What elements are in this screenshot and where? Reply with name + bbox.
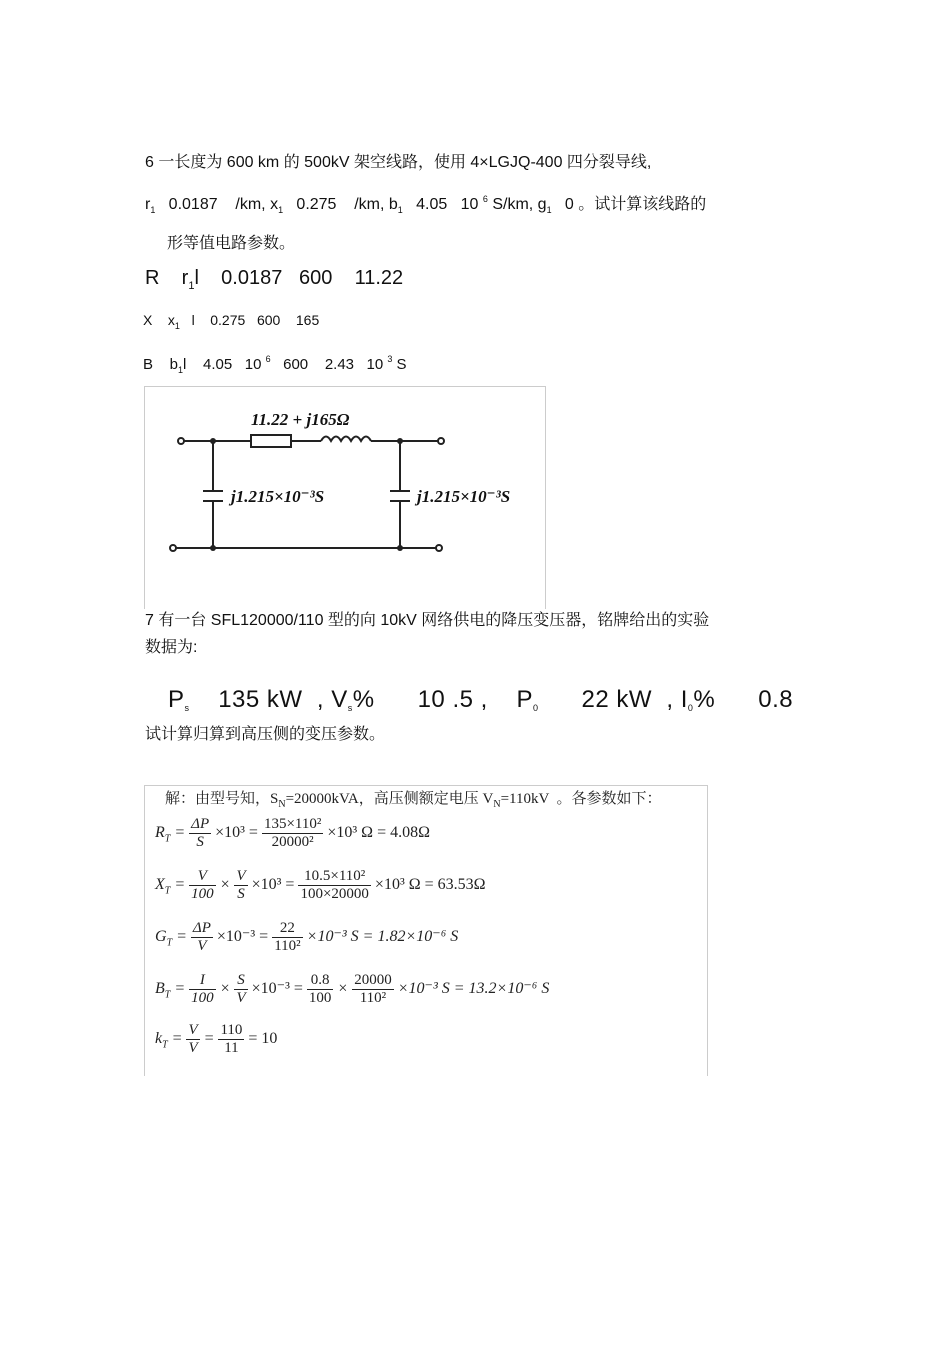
- denominator: 110²: [274, 938, 301, 954]
- subscript: T: [164, 989, 171, 1001]
- terminal-bottom-left: [170, 545, 176, 551]
- shunt-admittance-left-label: j1.215×10⁻³S: [231, 487, 325, 506]
- subscript: s: [184, 703, 190, 713]
- text: 解：由型号知，S: [165, 791, 279, 807]
- symbol: B: [155, 980, 165, 998]
- numerator: 110: [220, 1022, 243, 1038]
- text: % 0.8: [693, 686, 794, 713]
- numerator: ΔP: [192, 920, 211, 936]
- numerator: [189, 816, 211, 834]
- subscript: T: [162, 1039, 168, 1051]
- subscript: 1: [178, 365, 184, 375]
- text: =110kV 。各参数如下：: [500, 791, 662, 807]
- numerator: 0.8: [307, 972, 334, 990]
- numerator: S: [234, 972, 247, 990]
- problem7-line2: 数据为:: [145, 639, 198, 656]
- text: 0.275 /km, b: [283, 196, 398, 213]
- subscript: 1: [397, 205, 403, 215]
- B-equation: [143, 354, 407, 375]
- text: 135 kW , V: [189, 686, 348, 713]
- transformer-test-data: [168, 688, 793, 712]
- text: X x: [143, 312, 175, 328]
- subscript: T: [164, 833, 171, 845]
- numerator: V: [188, 1022, 198, 1038]
- superscript: 6: [482, 194, 488, 204]
- text: 4.05 10: [402, 196, 483, 213]
- text: ×10⁻³ =: [216, 928, 269, 946]
- fraction: [189, 972, 216, 1007]
- text: ΔP: [191, 816, 210, 832]
- problem6-line3: 形等值电路参数。: [167, 235, 296, 252]
- subscript: N: [278, 799, 286, 810]
- denominator: 100: [308, 990, 332, 1006]
- text: l 0.0187 600 11.22: [194, 267, 404, 289]
- text: ×10³ Ω = 4.08Ω: [327, 824, 430, 842]
- fraction: [186, 1022, 199, 1057]
- solution-intro: [165, 792, 662, 810]
- fraction: [191, 920, 213, 955]
- numerator: 135×110²: [263, 816, 322, 832]
- subscript: 1: [188, 280, 195, 292]
- fraction: [298, 868, 370, 903]
- subscript: T: [164, 885, 171, 897]
- text: B b: [143, 356, 179, 373]
- symbol: k: [155, 1030, 163, 1048]
- text: 22 kW , I: [538, 686, 688, 713]
- subscript: 1: [174, 321, 180, 331]
- terminal-bottom-right: [436, 545, 442, 551]
- text: ×10³ =: [251, 876, 295, 894]
- resistor-symbol: [251, 435, 291, 447]
- numerator: V: [189, 868, 216, 886]
- terminal-top-left: [178, 438, 184, 444]
- numerator: 10.5×110²: [298, 868, 370, 886]
- terminal-top-right: [438, 438, 444, 444]
- denominator: 11: [224, 1040, 239, 1056]
- denominator: 100: [191, 886, 214, 902]
- text: ×10³ =: [215, 824, 258, 842]
- numerator: I: [189, 972, 216, 990]
- node-dot: [210, 438, 216, 444]
- subscript: N: [493, 799, 501, 810]
- problem6-line2: [145, 194, 707, 215]
- symbol: X: [155, 876, 165, 894]
- fraction: [352, 972, 394, 1007]
- subscript: s: [347, 703, 353, 713]
- problem6-line1: 6 一长度为 600 km 的 500kV 架空线路，使用 4×LGJQ-400 四分裂导线,: [145, 154, 652, 171]
- GT-equation: $G_T$ = $\frac{\Delta P}{V}$ ×10⁻³ = $\frac{22}{\text{110²}}$ ×10⁻³ S = 1.82×10⁻⁶ S: [155, 920, 459, 954]
- text: = 10: [248, 1030, 278, 1048]
- text: R r: [145, 267, 189, 289]
- series-impedance-label: 11.22 + j165Ω: [251, 410, 350, 429]
- numerator: 22: [272, 920, 302, 938]
- subscript: 0: [687, 703, 694, 713]
- R-equation: [145, 267, 404, 292]
- text: % 10 .5 , P: [352, 686, 533, 713]
- problem7-line3: 试计算归算到高压侧的变压参数。: [145, 726, 386, 743]
- text: =20000kVA，高压侧额定电压 V: [285, 791, 494, 807]
- pi-circuit-figure: [144, 386, 546, 609]
- numerator: 20000: [354, 972, 392, 988]
- numerator: V: [236, 868, 246, 884]
- denominator: 100: [191, 990, 214, 1006]
- subscript: 1: [278, 205, 284, 215]
- fraction: [234, 972, 247, 1007]
- problem7-line1: 7 有一台 SFL120000/110 型的向 10kV 网络供电的降压变压器，铭牌给出的实验: [145, 612, 710, 629]
- node-dot: [397, 438, 403, 444]
- denominator: 110²: [359, 990, 387, 1006]
- text: ×10⁻³ S = 1.82×10⁻⁶ S: [306, 928, 459, 946]
- subscript: 1: [546, 205, 552, 215]
- subscript: 0: [532, 703, 539, 713]
- denominator: 20000²: [271, 834, 314, 850]
- subscript: 1: [150, 205, 156, 215]
- X-equation: [143, 312, 320, 331]
- text: S: [392, 356, 407, 373]
- text: ×10⁻³ S = 13.2×10⁻⁶ S: [397, 980, 550, 998]
- text: 600 2.43 10: [270, 356, 388, 373]
- BT-equation: $B_T$ = $\frac{I}{100}$ × $\frac{S}{V}$ ×10⁻³ = $\frac{0.8}{100}$ × $\frac{20000}{\text{110²}}$ ×10⁻³ S = 13.2×10⁻⁶ S: [155, 972, 550, 1006]
- text: P: [168, 686, 185, 713]
- denominator: V: [236, 990, 246, 1006]
- text: ×10³ Ω = 63.53Ω: [374, 876, 486, 894]
- text: 0 。试计算该线路的: [551, 196, 707, 213]
- text: ×10⁻³ =: [251, 980, 303, 998]
- node-dot: [397, 545, 403, 551]
- denominator: V: [197, 938, 207, 954]
- RT-equation: $R_T$ = $\frac{\Delta P}{S}$ ×10³ = $\frac{\text{135×110²}}{\text{20000²}}$ ×10³ Ω = 4.08Ω: [155, 816, 430, 850]
- node-dot: [210, 545, 216, 551]
- subscript: T: [166, 937, 173, 949]
- denominator: V: [188, 1040, 198, 1056]
- kT-equation: $k_T$ = $\frac{V}{V}$ = $\frac{110}{11}$ = 10: [155, 1022, 278, 1056]
- text: l 0.275 600 165: [179, 312, 320, 328]
- denominator: S: [237, 886, 245, 902]
- symbol: G: [155, 928, 167, 946]
- fraction: [234, 868, 247, 903]
- denominator: [189, 834, 211, 851]
- superscript: 6: [265, 354, 271, 364]
- inductor-symbol: [321, 437, 371, 442]
- fraction: [189, 868, 216, 903]
- text: S: [196, 834, 204, 850]
- fraction: [272, 920, 302, 955]
- XT-equation: $X_T$ = $\frac{V}{100}$ × $\frac{V}{S}$ ×10³ = $\frac{\text{10.5×110²}}{100\times 20000}$ ×10³ Ω = 63.53Ω: [155, 868, 486, 902]
- fraction: [262, 816, 323, 851]
- fraction: [218, 1022, 244, 1057]
- superscript: 3: [387, 354, 393, 364]
- text: S/km, g: [487, 196, 547, 213]
- fraction: [189, 816, 211, 851]
- text: 0.0187 /km, x: [155, 196, 279, 213]
- text: l 4.05 10: [183, 356, 266, 373]
- solution-figure: [144, 785, 708, 1076]
- text: r: [145, 196, 151, 213]
- fraction: [307, 972, 334, 1007]
- denominator: 100×20000: [300, 886, 369, 902]
- symbol: R: [155, 824, 165, 842]
- shunt-admittance-right-label: j1.215×10⁻³S: [417, 487, 511, 506]
